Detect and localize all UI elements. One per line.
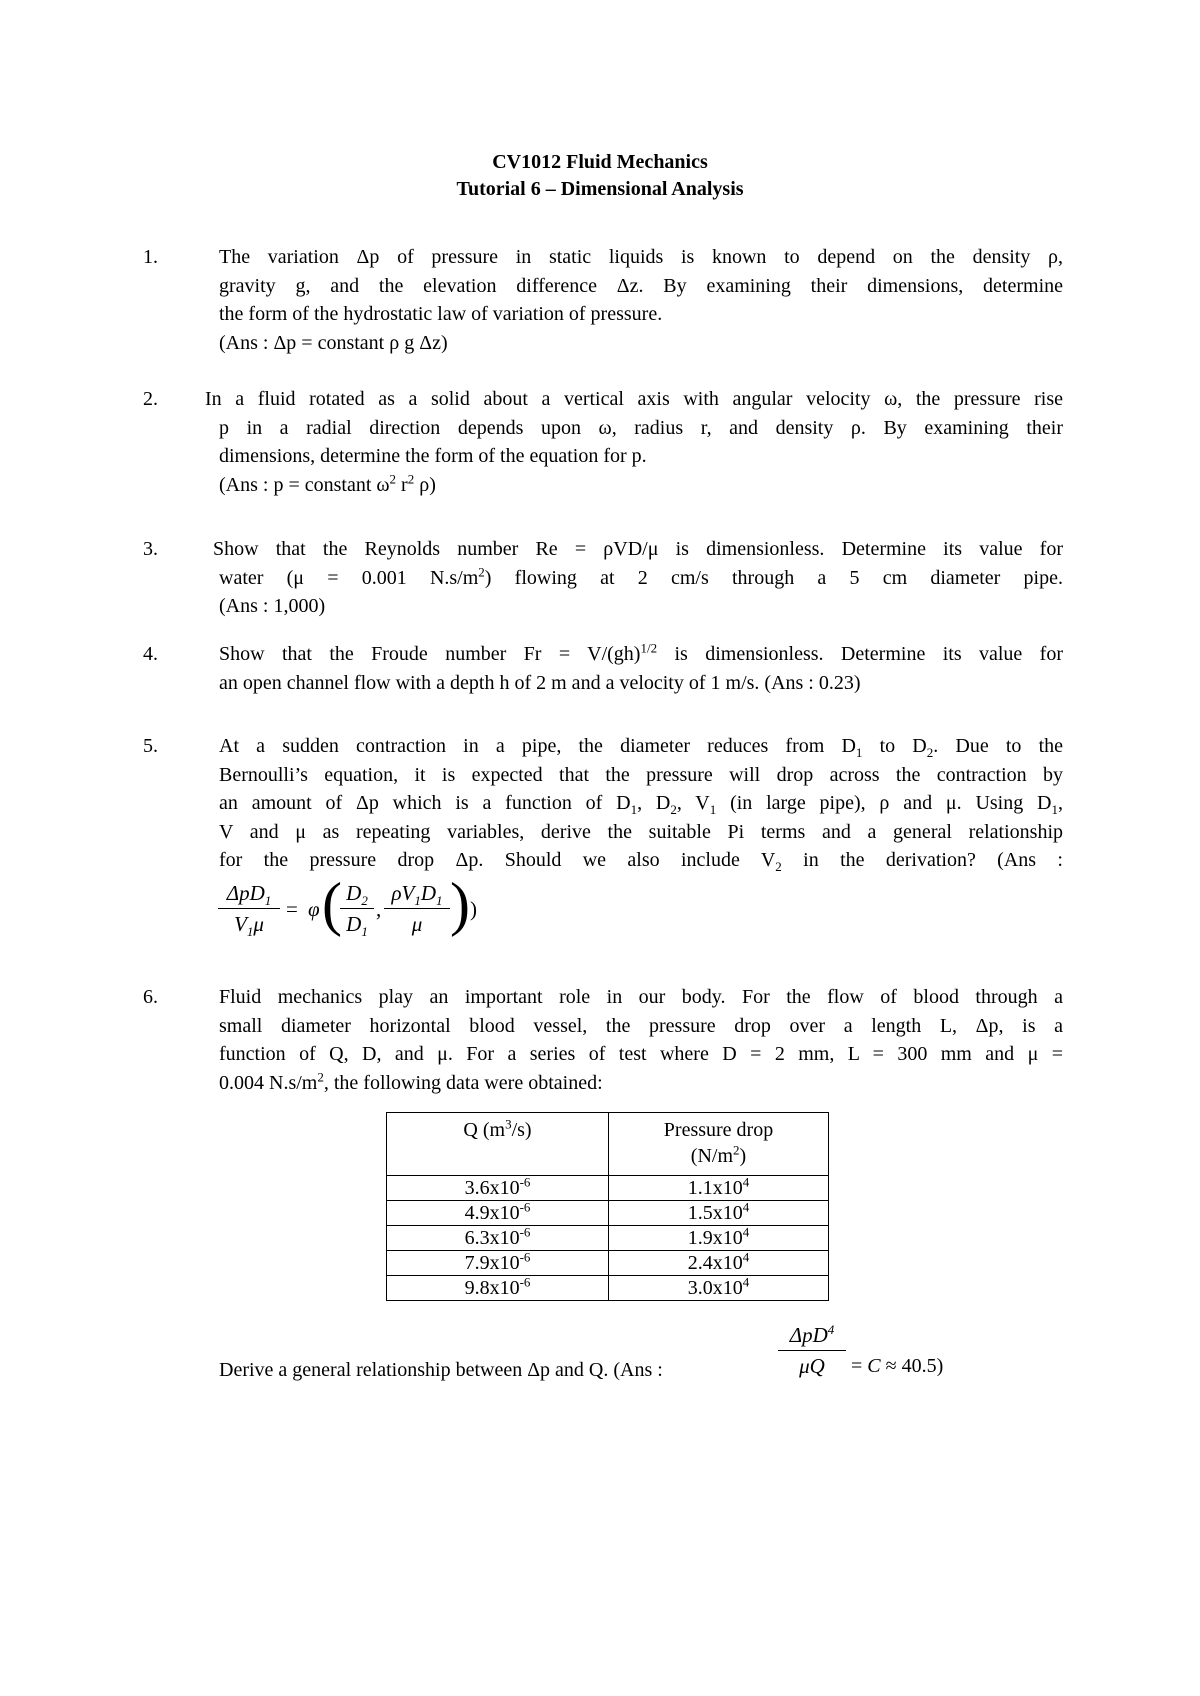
table-row	[387, 1251, 829, 1276]
closing-paren: )	[470, 897, 477, 921]
question-3	[143, 535, 1063, 621]
question-2	[143, 385, 1063, 499]
question-answer: (Ans : 1,000)	[219, 595, 326, 617]
question-5	[143, 732, 1063, 875]
question-text-line: 0.004 $N.s/m^2$, the following data were obtained:	[219, 1068, 603, 1094]
question-number: 2.	[143, 388, 158, 410]
pressure-drop-cell: $3.0x10^4$	[609, 1276, 829, 1301]
flow-rate-cell: $6.3x10^{-6}$	[387, 1226, 609, 1251]
pressure-drop-cell: $1.5x10^4$	[609, 1201, 829, 1226]
question-number: 4.	[143, 643, 158, 665]
pressure-drop-cell: $2.4x10^4$	[609, 1251, 829, 1276]
question-text-line: the form of the hydrostatic law of variation of pressure.	[219, 303, 663, 325]
question-4	[143, 640, 1063, 697]
pressure-drop-cell: $1.9x10^4$	[609, 1226, 829, 1251]
equals-sign: =	[286, 897, 298, 921]
left-paren: (	[322, 871, 342, 937]
question-number: 3.	[143, 538, 158, 560]
question-text-line: an open channel flow with a depth h of 2 m and a velocity of 1 m/s. (Ans : 0.23)	[219, 671, 861, 694]
question-6	[143, 983, 1063, 1097]
question-text-line: Show that the Froude number Fr = V/(gh)$^{1/2}$ is dimensionless. Determine its value for	[219, 640, 1064, 665]
question-text-line: for the pressure drop Δp. Should we also include $V_2$ in the derivation? (Ans :	[219, 849, 1063, 874]
data-table	[386, 1112, 829, 1301]
term2-fraction: $\rho V_1D_1$ μ	[384, 880, 450, 937]
header-flow-rate: Q $(m^3/s)$	[387, 1113, 609, 1176]
question-number: 5.	[143, 735, 158, 757]
question-text-line: an amount of Δp which is a function of $D_1$, $D_2$, $V_1$ (in large pipe), ρ and μ. Using $D_1$,	[219, 792, 1063, 817]
flow-rate-cell: $3.6x10^{-6}$	[387, 1176, 609, 1201]
question-text-line: water (μ = 0.001 $N.s/m^2$) flowing at 2 cm/s through a 5 cm diameter pipe.	[219, 563, 1063, 589]
lhs-fraction: ΔpD$_1$ $V_1\mu$	[218, 880, 280, 937]
question-text-line: p in a radial direction depends upon ω, radius r, and density ρ. By examining their	[219, 416, 1063, 439]
question-text-line: Fluid mechanics play an important role in our body. For the flow of blood through a	[219, 986, 1063, 1008]
question-text-line: small diameter horizontal blood vessel, the pressure drop over a length L, Δp, is a	[219, 1014, 1063, 1037]
flow-rate-cell: $7.9x10^{-6}$	[387, 1251, 609, 1276]
question-1	[143, 243, 1063, 357]
question-text-line: Show that the Reynolds number Re = ρVD/μ is dimensionless. Determine its value for	[213, 538, 1063, 560]
answer-value: = C ≈ 40.5)	[851, 1355, 944, 1377]
question-text-line: V and μ as repeating variables, derive the suitable Pi terms and a general relationship	[219, 820, 1063, 843]
comma: ,	[376, 897, 382, 921]
question-text-line: The variation Δp of pressure in static liquids is known to depend on the density ρ,	[219, 246, 1063, 268]
question-text-line: At a sudden contraction in a pipe, the diameter reduces from $D_1$ to $D_2$. Due to the	[219, 735, 1064, 760]
answer-fraction: ΔpD$^4$ μQ	[778, 1322, 846, 1379]
flow-rate-cell: $4.9x10^{-6}$	[387, 1201, 609, 1226]
term1-fraction: $D_2$ $D_1$	[340, 880, 374, 937]
right-paren: )	[450, 871, 470, 937]
table-row	[387, 1276, 829, 1301]
pressure-drop-cell: $1.1x10^4$	[609, 1176, 829, 1201]
question-answer: (Ans : Δp = constant ρ g Δz)	[219, 331, 448, 354]
document-subtitle: Tutorial 6 – Dimensional Analysis	[456, 178, 744, 200]
question-text-line: dimensions, determine the form of the equation for p.	[219, 445, 647, 467]
phi-symbol: φ	[308, 897, 320, 921]
question-number: 6.	[143, 986, 158, 1008]
question-number: 1.	[143, 246, 158, 268]
table-row	[387, 1226, 829, 1251]
question-text-line: Bernoulli’s equation, it is expected that the pressure will drop across the contraction by	[219, 763, 1063, 786]
flow-rate-cell: $9.8x10^{-6}$	[387, 1276, 609, 1301]
table-header-row	[387, 1113, 829, 1176]
question-text-line: function of Q, D, and μ. For a series of test where D = 2 mm, L = 300 mm and μ =	[219, 1043, 1063, 1065]
header-pressure-drop: Pressure drop $(N/m^2)$	[609, 1113, 829, 1176]
table-row	[387, 1176, 829, 1201]
derive-prompt: Derive a general relationship between Δp and Q. (Ans :	[219, 1359, 663, 1381]
table-row	[387, 1201, 829, 1226]
question-answer: (Ans : p = constant $\omega^2$ $r^2$ ρ)	[219, 470, 436, 496]
document-title: CV1012 Fluid Mechanics	[492, 151, 708, 173]
question-text-line: In a fluid rotated as a solid about a vertical axis with angular velocity ω, the pressure rise	[205, 388, 1063, 410]
question-text-line: gravity g, and the elevation difference Δz. By examining their dimensions, determine	[219, 274, 1063, 297]
